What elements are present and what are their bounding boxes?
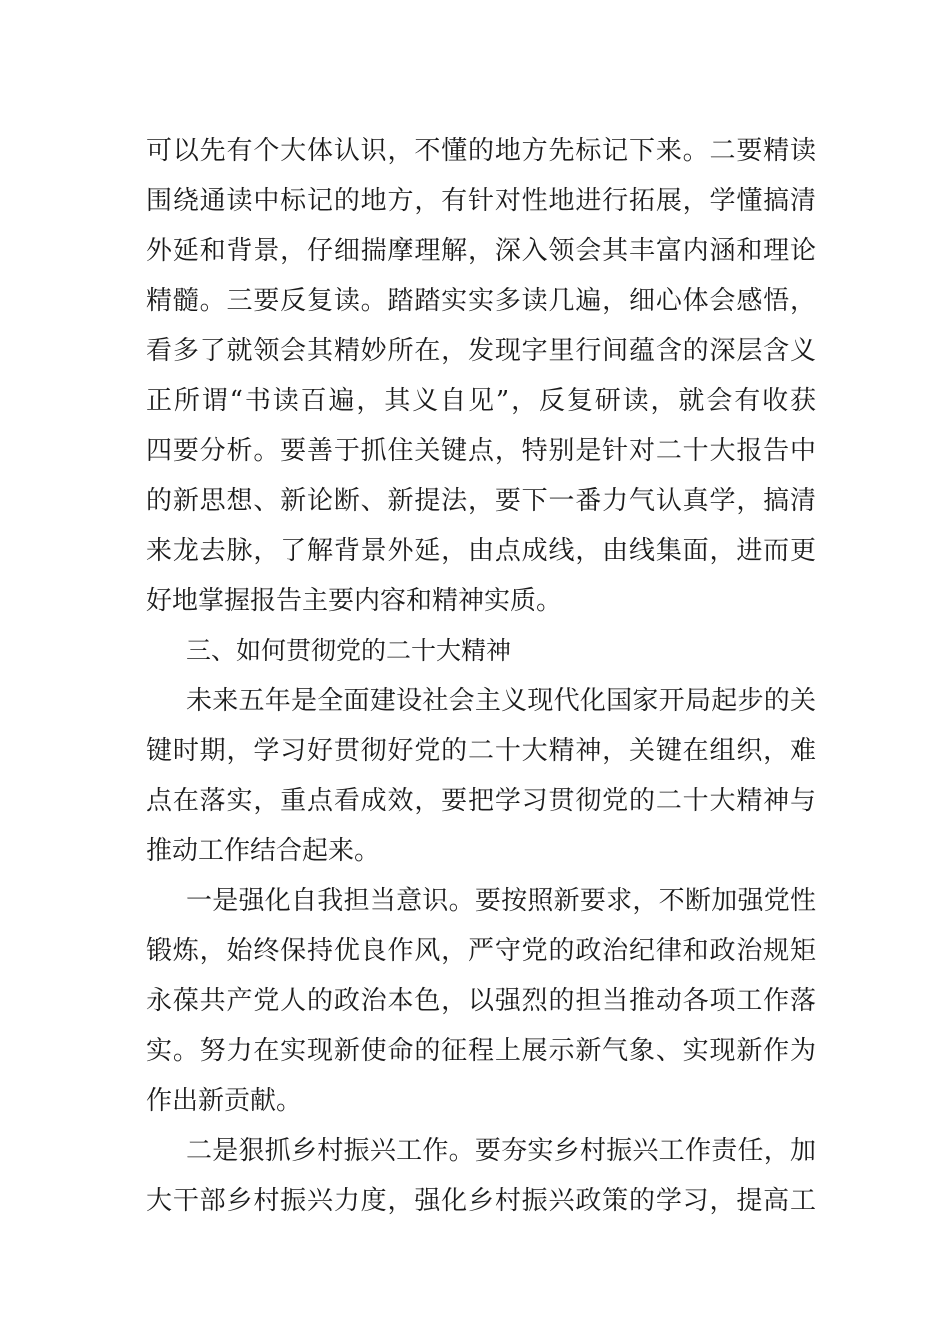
paragraph-first-line: 二是狠抓乡村振兴工作。要夯实乡村振兴工作责任，加 — [186, 1136, 816, 1166]
text-line: 四要分析。要善于抓住关键点，特别是针对二十大报告中 — [146, 436, 816, 466]
text-line: 点在落实，重点看成效，要把学习贯彻党的二十大精神与 — [146, 786, 816, 816]
text-line: 正所谓“书读百遍，其义自见”，反复研读，就会有收获 — [146, 386, 816, 416]
text-line: 外延和背景，仔细揣摩理解，深入领会其丰富内涵和理论 — [146, 236, 816, 266]
text-line: 精髓。三要反复读。踏踏实实多读几遍，细心体会感悟， — [146, 286, 816, 316]
text-line: 好地掌握报告主要内容和精神实质。 — [146, 586, 563, 616]
text-line: 大干部乡村振兴力度，强化乡村振兴政策的学习，提高工 — [146, 1186, 816, 1216]
text-line: 锻炼，始终保持优良作风，严守党的政治纪律和政治规矩 — [146, 936, 816, 966]
text-line: 围绕通读中标记的地方，有针对性地进行拓展，学懂搞清 — [146, 186, 816, 216]
text-line: 永葆共产党人的政治本色，以强烈的担当推动各项工作落 — [146, 986, 816, 1016]
section-heading: 三、如何贯彻党的二十大精神 — [186, 636, 512, 665]
text-line: 键时期，学习好贯彻好党的二十大精神，关键在组织，难 — [146, 736, 816, 766]
text-line: 推动工作结合起来。 — [146, 836, 381, 866]
text-line: 看多了就领会其精妙所在，发现字里行间蕴含的深层含义 — [146, 336, 816, 366]
text-line: 实。努力在实现新使命的征程上展示新气象、实现新作为 — [146, 1036, 816, 1066]
paragraph-first-line: 一是强化自我担当意识。要按照新要求，不断加强党性 — [186, 886, 816, 916]
text-line: 可以先有个大体认识，不懂的地方先标记下来。二要精读 — [146, 136, 816, 166]
text-line: 的新思想、新论断、新提法，要下一番力气认真学，搞清 — [146, 486, 816, 516]
text-line: 作出新贡献。 — [146, 1086, 303, 1116]
text-line: 来龙去脉，了解背景外延，由点成线，由线集面，进而更 — [146, 536, 816, 566]
paragraph-first-line: 未来五年是全面建设社会主义现代化国家开局起步的关 — [186, 686, 816, 716]
